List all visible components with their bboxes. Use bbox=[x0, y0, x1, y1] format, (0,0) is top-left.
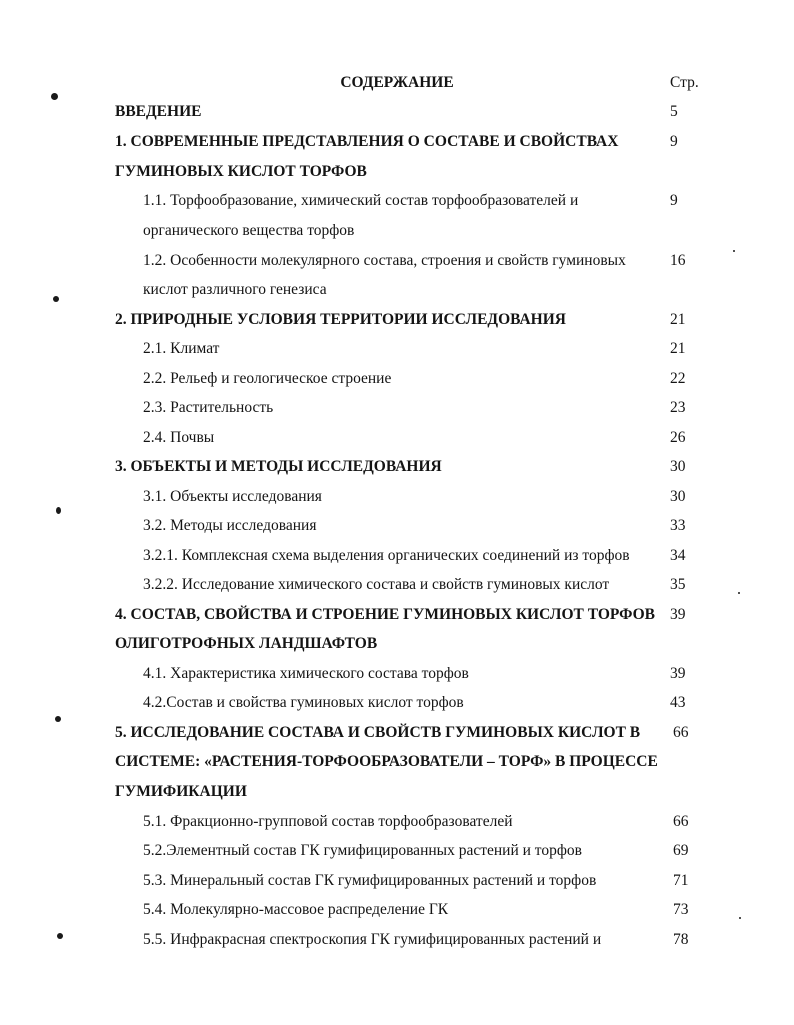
page-column-label: Стр. bbox=[670, 74, 699, 91]
toc-line: ГУМИФИКАЦИИ bbox=[115, 783, 247, 800]
toc-line: 4. СОСТАВ, СВОЙСТВА И СТРОЕНИЕ ГУМИНОВЫХ КИСЛОТ ТОРФОВ bbox=[115, 606, 656, 623]
toc-page-number: 21 bbox=[670, 311, 686, 328]
scan-speck bbox=[733, 250, 735, 252]
toc-page-number: 16 bbox=[670, 252, 686, 269]
toc-line: СИСТЕМЕ: «РАСТЕНИЯ-ТОРФООБРАЗОВАТЕЛИ – ТОРФ» В ПРОЦЕССЕ bbox=[115, 753, 658, 770]
toc-line: 3.2.2. Исследование химического состава и свойств гуминовых кислот bbox=[143, 576, 610, 593]
toc-line: 5.2.Элементный состав ГК гумифицированных растений и торфов bbox=[143, 842, 582, 859]
toc-line: органического вещества торфов bbox=[143, 222, 355, 239]
scan-speck bbox=[738, 592, 740, 594]
toc-line: 3. ОБЪЕКТЫ И МЕТОДЫ ИССЛЕДОВАНИЯ bbox=[115, 458, 442, 475]
toc-page-number: 66 bbox=[673, 724, 689, 741]
toc-line: 5.1. Фракционно-групповой состав торфообразователей bbox=[143, 813, 513, 830]
toc-page-number: 30 bbox=[670, 488, 686, 505]
toc-line: 3.1. Объекты исследования bbox=[143, 488, 322, 505]
toc-page-number: 78 bbox=[673, 931, 689, 948]
toc-page-number: 33 bbox=[670, 517, 686, 534]
toc-page-number: 21 bbox=[670, 340, 686, 357]
toc-line: 5.3. Минеральный состав ГК гумифицированных растений и торфов bbox=[143, 872, 597, 889]
toc-line: 2.2. Рельеф и геологическое строение bbox=[143, 370, 392, 387]
toc-page-number: 39 bbox=[670, 606, 686, 623]
toc-line: 1. СОВРЕМЕННЫЕ ПРЕДСТАВЛЕНИЯ О СОСТАВЕ И СВОЙСТВАХ bbox=[115, 133, 619, 150]
scan-speck bbox=[57, 933, 63, 939]
toc-line: 4.2.Состав и свойства гуминовых кислот торфов bbox=[143, 694, 464, 711]
toc-page-number: 9 bbox=[670, 133, 678, 150]
toc-page-number: 71 bbox=[673, 872, 689, 889]
scan-speck bbox=[55, 716, 61, 722]
scan-speck bbox=[56, 507, 61, 514]
toc-line: 2.3. Растительность bbox=[143, 399, 274, 416]
toc-page-number: 35 bbox=[670, 576, 686, 593]
toc-page-number: 23 bbox=[670, 399, 686, 416]
toc-line: ОЛИГОТРОФНЫХ ЛАНДШАФТОВ bbox=[115, 635, 378, 652]
toc-line: 5.5. Инфракрасная спектроскопия ГК гумифицированных растений и bbox=[143, 931, 602, 948]
toc-page-number: 34 bbox=[670, 547, 686, 564]
toc-page-number: 9 bbox=[670, 192, 678, 209]
scan-speck bbox=[51, 93, 58, 100]
toc-line: 3.2. Методы исследования bbox=[143, 517, 317, 534]
toc-line: 2. ПРИРОДНЫЕ УСЛОВИЯ ТЕРРИТОРИИ ИССЛЕДОВАНИЯ bbox=[115, 311, 566, 328]
toc-page-number: 26 bbox=[670, 429, 686, 446]
toc-line: 5.4. Молекулярно-массовое распределение ГК bbox=[143, 901, 449, 918]
toc-page-number: 22 bbox=[670, 370, 686, 387]
toc-page-number: 73 bbox=[673, 901, 689, 918]
toc-line: 2.4. Почвы bbox=[143, 429, 215, 446]
scan-speck bbox=[739, 917, 741, 919]
scan-speck bbox=[53, 296, 59, 302]
toc-line: ГУМИНОВЫХ КИСЛОТ ТОРФОВ bbox=[115, 163, 367, 180]
toc-line: 2.1. Климат bbox=[143, 340, 220, 357]
page-title: СОДЕРЖАНИЕ bbox=[340, 74, 454, 91]
toc-line: ВВЕДЕНИЕ bbox=[115, 103, 202, 120]
toc-line: 4.1. Характеристика химического состава торфов bbox=[143, 665, 469, 682]
toc-page-number: 69 bbox=[673, 842, 689, 859]
toc-line: 1.1. Торфообразование, химический состав торфообразователей и bbox=[143, 192, 579, 209]
toc-page-number: 43 bbox=[670, 694, 686, 711]
toc-line: кислот различного генезиса bbox=[143, 281, 327, 298]
toc-page-number: 66 bbox=[673, 813, 689, 830]
toc-line: 5. ИССЛЕДОВАНИЕ СОСТАВА И СВОЙСТВ ГУМИНОВЫХ КИСЛОТ В bbox=[115, 724, 641, 741]
toc-page-number: 39 bbox=[670, 665, 686, 682]
toc-line: 1.2. Особенности молекулярного состава, строения и свойств гуминовых bbox=[143, 252, 626, 269]
toc-page-number: 30 bbox=[670, 458, 686, 475]
toc-page-number: 5 bbox=[670, 103, 678, 120]
toc-line: 3.2.1. Комплексная схема выделения органических соединений из торфов bbox=[143, 547, 630, 564]
